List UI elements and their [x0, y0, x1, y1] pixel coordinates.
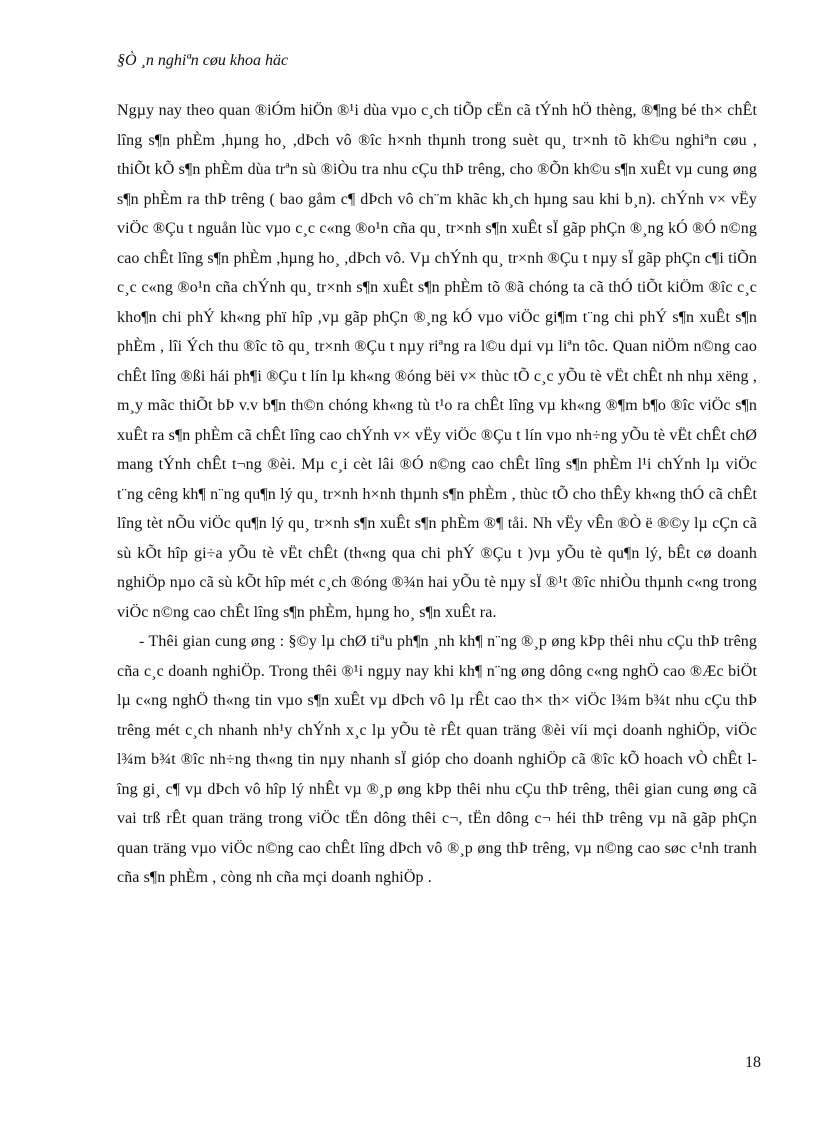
- paragraph-quality-investment: Ngµy nay theo quan ®iÓm hiÖn ®¹i dùa vµo c¸ch tiÕp cËn cã tÝnh hÖ thèng, ®¶ng bé th× chÊt lîng s¶n phÈm ,hµng ho¸ ,dÞch vô ®îc h×nh thµnh trong suèt qu¸ tr×nh tõ kh©u nghiªn cøu , thiÕt kÕ s¶n phÈm dùa trªn sù ®iÒu tra nhu cÇu thÞ trêng, cho ®Õn kh©u s¶n xuÊt vµ cung øng s¶n phÈm ra thÞ trêng ( bao gåm c¶ dÞch vô ch¨m khãc kh¸ch hµng sau khi b¸n). chÝnh v× vËy viÖc ®Çu t nguån lùc vµo c¸c c«ng ®o¹n cña qu¸ tr×nh s¶n xuÊt sÏ gãp phÇn ®¸ng kÓ ®Ó n©ng cao chÊt lîng s¶n phÈm ,hµng ho¸ ,dÞch vô. Vµ chÝnh qu¸ tr×nh ®Çu t nµy sÏ gãp phÇn c¶i tiÕn c¸c c«ng ®o¹n cña chÝnh qu¸ tr×nh s¶n xuÊt s¶n phÈm tõ ®ã chóng ta cã thÓ tiÕt kiÖm ®îc c¸c kho¶n chi phÝ kh«ng phï hîp ,vµ gãp phÇn ®¸ng kÓ vµo viÖc gi¶m t¨ng chi phÝ s¶n xuÊt s¶n phÈm , lîi Ých thu ®îc tõ qu¸ tr×nh ®Çu t nµy riªng ra l©u dµi vµ liªn tôc. Quan niÖm n©ng cao chÊt lîng ®ßi hái ph¶i ®Çu t lín lµ kh«ng ®óng bëi v× thùc tÕ c¸c yÕu tè vËt chÊt nh nhµ xëng , m¸y mãc thiÕt bÞ v.v b¶n th©n chóng kh«ng tù t¹o ra chÊt lîng vµ kh«ng ®¶m b¶o ®îc viÖc s¶n xuÊt ra s¶n phÈm cã chÊt lîng cao chÝnh v× vËy viÖc ®Çu t lín vµo nh÷ng yÕu tè vËt chÊt chØ mang tÝnh chÊt t¬ng ®èi. Mµ c¸i cèt lâi ®Ó n©ng cao chÊt lîng s¶n phÈm l¹i chÝnh lµ viÖc t¨ng cêng kh¶ n¨ng qu¶n lý qu¸ tr×nh h×nh thµnh s¶n phÈm , thùc tÕ cho thÊy kh«ng thÓ cã chÊt lîng tèt nÕu viÖc qu¶n lý qu¸ tr×nh s¶n xuÊt s¶n phÈm ®¶ tåi. Nh vËy vÊn ®Ò ë ®©y lµ cÇn cã sù kÕt hîp gi÷a yÕu tè vËt chÊt (th«ng qua chi phÝ ®Çu t )vµ yÕu tè qu¶n lý, bÊt cø doanh nghiÖp nµo cã sù kÕt hîp mét c¸ch ®óng ®¾n hai yÕu tè nµy sÏ ®¹t ®îc nhiÒu thµnh c«ng trong viÖc n©ng cao chÊt lîng s¶n phÈm, hµng ho¸ s¶n xuÊt ra.: [117, 102, 757, 621]
- body-text: [117, 96, 757, 893]
- page-number: 18: [745, 1054, 761, 1071]
- paragraph-delivery-time: - Thêi gian cung øng : §©y lµ chØ tiªu ph¶n ¸nh kh¶ n¨ng ®¸p øng kÞp thêi nhu cÇu thÞ trêng cña c¸c doanh nghiÖp. Trong thêi ®¹i ngµy nay khi kh¶ n¨ng øng dông c«ng nghÖ cao ®Æc biÖt lµ c«ng nghÖ th«ng tin vµo s¶n xuÊt vµ dÞch vô lµ rÊt cao th× th× viÖc l¾m b¾t nhu cÇu thÞ trêng mét c¸ch nhanh nh¹y chÝnh x¸c lµ yÕu tè rÊt quan träng ®èi víi mçi doanh nghiÖp, viÖc l¾m b¾t ®îc nh÷ng th«ng tin nµy nhanh sÏ gióp cho doanh nghiÖp cã ®îc kÕ hoach vÒ chÊt lîng gi¸ c¶ vµ dÞch vô hîp lý nhÊt vµ ®¸p øng kÞp thêi nhu cÇu thÞ trêng, thêi gian cung øng cã vai trß rÊt quan träng trong viÖc tËn dông thêi c¬, tËn dông c¬ héi thÞ trêng vµ nã gãp phÇn quan träng vµo viÖc n©ng cao chÊt lîng dÞch vô ®¸p øng thÞ trêng, vµ n©ng cao søc c¹nh tranh cña s¶n phÈm , còng nh cña mçi doanh nghiÖp .: [117, 633, 757, 886]
- page-header: §Ò ¸n nghiªn cøu khoa häc: [117, 52, 289, 69]
